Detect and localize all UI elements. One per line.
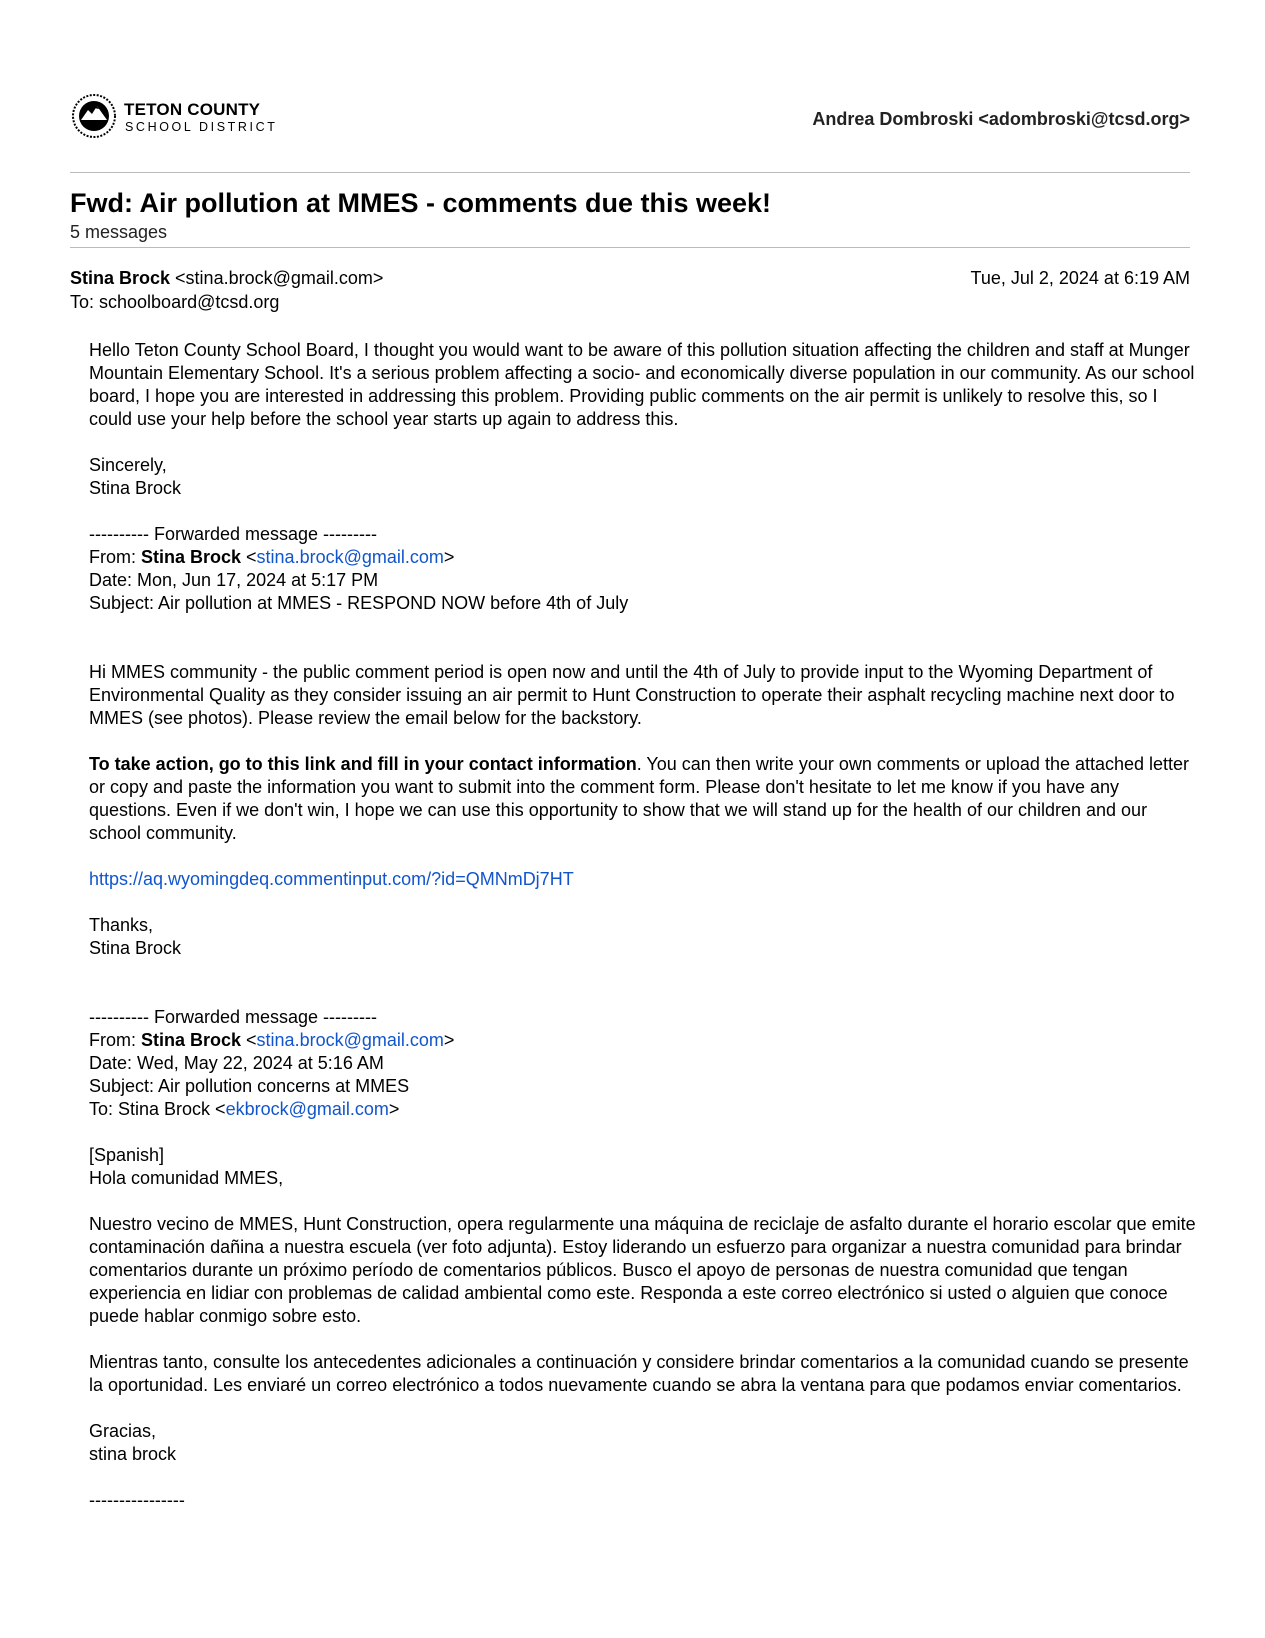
comment-link[interactable]: https://aq.wyomingdeq.commentinput.com/?id=QMNmDj7HT — [89, 869, 574, 889]
district-seal-icon — [70, 92, 118, 140]
end-divider: ---------------- — [89, 1490, 185, 1510]
forward-date: Date: Mon, Jun 17, 2024 at 5:17 PM — [89, 570, 379, 590]
closing: Gracias, — [89, 1421, 157, 1441]
sender-email: <stina.brock@gmail.com> — [175, 268, 384, 288]
spanish-paragraph-1: Nuestro vecino de MMES, Hunt Construction, opera regularmente una máquina de reciclaje de asfalto durante el horario escolar que emite contaminación dañina a nuestra escuela (ver foto adjunta). Estoy liderando un esfuerzo para organizar a nuestra comunidad para brindar comentarios durante un próximo período de comentarios públicos. Busco el apoyo de personas de nuestra comunidad que tengan experiencia en lidiar con problemas de calidad ambiental como este. Responda a este correo electrónico si usted o alguien que conoce puede hablar conmigo sobre esto. — [89, 1214, 1196, 1326]
forward-from: From: Stina Brock <stina.brock@gmail.com> — [89, 1030, 455, 1050]
forward-to: To: Stina Brock <ekbrock@gmail.com> — [89, 1099, 400, 1119]
forward-subject: Subject: Air pollution concerns at MMES — [89, 1076, 410, 1096]
message-count: 5 messages — [70, 222, 168, 242]
forward-from: From: Stina Brock <stina.brock@gmail.com> — [89, 547, 455, 567]
closing: Thanks, — [89, 915, 154, 935]
signoff-2 — [89, 914, 1199, 960]
closing: Sincerely, — [89, 455, 167, 475]
spanish-paragraph-2: Mientras tanto, consulte los antecedentes adicionales a continuación y considere brindar comentarios a la comunidad cuando se presente la oportunidad. Les enviaré un correo electrónico a todos nuevamente cuando se abra la ventana para que podamos enviar comentarios. — [89, 1352, 1189, 1395]
forward-divider: ---------- Forwarded message --------- — [89, 524, 377, 544]
thread-divider — [70, 247, 1190, 248]
account-identity: Andrea Dombroski <adombroski@tcsd.org> — [812, 109, 1190, 129]
action-paragraph: To take action, go to this link and fill in your contact information. You can then write your own comments or upload the attached letter or copy and paste the information you want to submit into the comment form. Please don't hesitate to let me know if you have any questions. Even if we don't win, I hope we can use this opportunity to show that we will stand up for the health of our children and our school community. — [89, 754, 1190, 843]
intro-paragraph: Hello Teton County School Board, I thought you would want to be aware of this pollution situation affecting the children and staff at Munger Mountain Elementary School. It's a serious problem affecting a socio- and economically diverse population in our community. As our school board, I hope you are interested in addressing this problem. Providing public comments on the air permit is unlikely to resolve this, so I could use your help before the school year starts up again to address this. — [89, 340, 1195, 429]
from-email-link[interactable]: stina.brock@gmail.com — [256, 1030, 444, 1050]
message-recipient: To: schoolboard@tcsd.org — [70, 292, 280, 312]
page-header — [70, 92, 1190, 148]
signature: Stina Brock — [89, 478, 182, 498]
message-sender — [70, 268, 383, 289]
forward-paragraph: Hi MMES community - the public comment period is open now and until the 4th of July to provide input to the Wyoming Department of Environmental Quality as they consider issuing an air permit to Hunt Construction to operate their asphalt recycling machine next door to MMES (see photos). Please review the email below for the backstory. — [89, 662, 1175, 728]
action-bold: To take action, go to this link and fill in your contact information — [89, 754, 637, 774]
logo-subtitle: SCHOOL DISTRICT — [125, 120, 278, 134]
header-divider — [70, 172, 1190, 173]
forward-date: Date: Wed, May 22, 2024 at 5:16 AM — [89, 1053, 384, 1073]
forward-divider: ---------- Forwarded message --------- — [89, 1007, 377, 1027]
district-logo[interactable] — [70, 92, 300, 146]
greeting: Hola comunidad MMES, — [89, 1168, 284, 1188]
signoff — [89, 454, 1199, 500]
comment-link-paragraph — [89, 868, 1199, 891]
from-email-link[interactable]: stina.brock@gmail.com — [256, 547, 444, 567]
language-tag: [Spanish] — [89, 1145, 165, 1165]
signature: stina brock — [89, 1444, 177, 1464]
signature: Stina Brock — [89, 938, 182, 958]
forwarded-header-2 — [89, 1006, 1199, 1121]
forwarded-header-1 — [89, 523, 1199, 615]
signoff-3 — [89, 1420, 1199, 1466]
logo-name: TETON COUNTY — [124, 100, 261, 119]
message-date: Tue, Jul 2, 2024 at 6:19 AM — [970, 268, 1190, 288]
message-body — [89, 339, 1199, 1535]
thread-subject: Fwd: Air pollution at MMES - comments due this week! — [70, 188, 772, 218]
sender-name: Stina Brock — [70, 268, 171, 288]
to-email-link[interactable]: ekbrock@gmail.com — [225, 1099, 389, 1119]
forward-subject: Subject: Air pollution at MMES - RESPOND NOW before 4th of July — [89, 593, 629, 613]
spanish-greeting — [89, 1144, 1199, 1190]
